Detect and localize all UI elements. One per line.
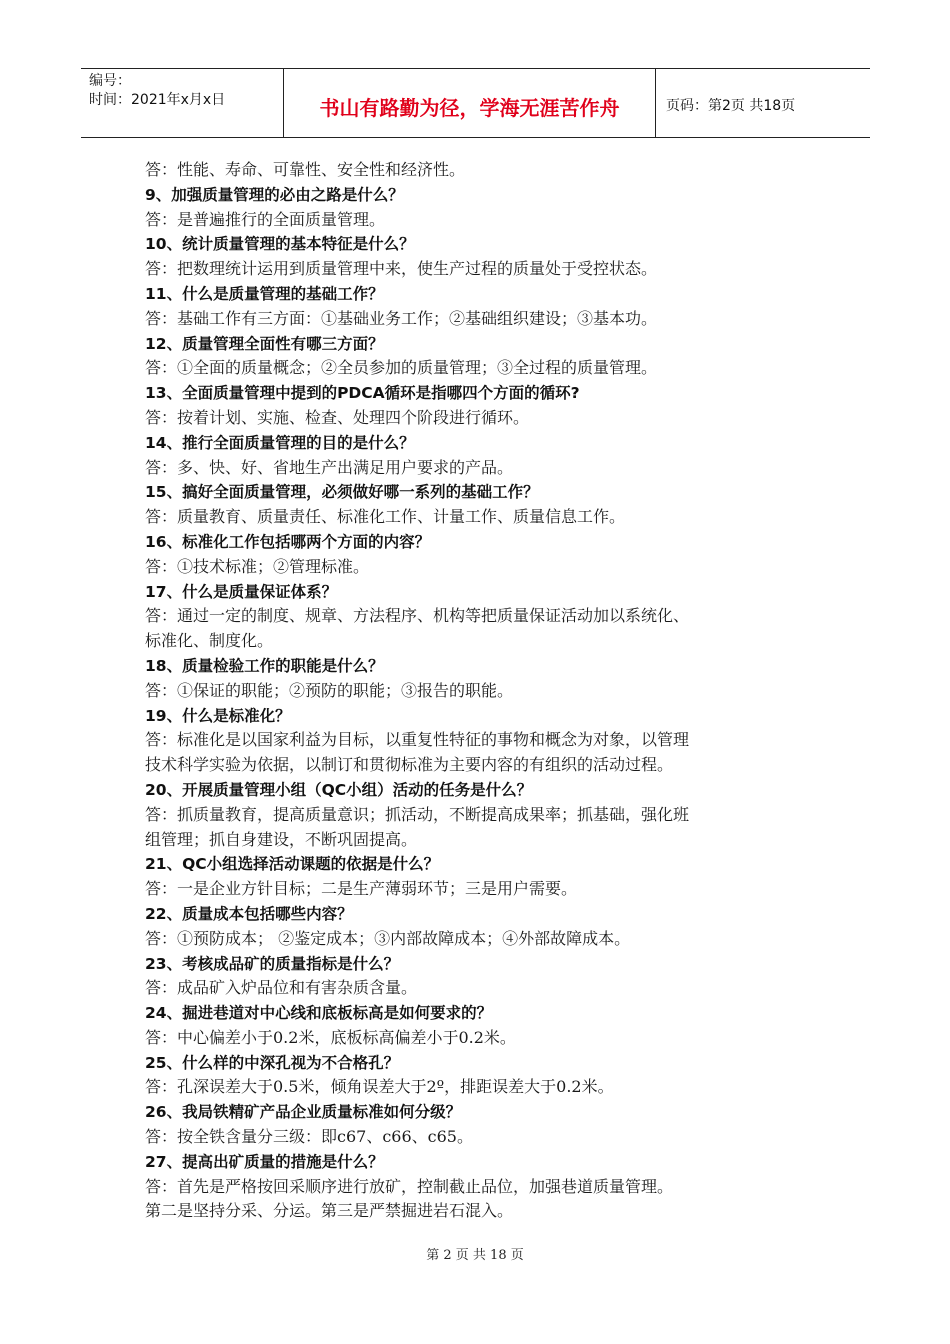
question-line: 27、提高出矿质量的措施是什么？ xyxy=(145,1152,384,1171)
question-line: 22、质量成本包括哪些内容？ xyxy=(145,904,353,923)
answer-line: 答：质量教育、质量责任、标准化工作、计量工作、质量信息工作。 xyxy=(145,507,626,527)
answer-line: 答：孔深误差大于0.5米，倾角误差大于2º，排距误差大于0.2米。 xyxy=(145,1077,614,1097)
question-line: 16、标准化工作包括哪两个方面的内容？ xyxy=(145,532,431,551)
header-motto: 书山有路勤为径，学海无涯苦作舟 xyxy=(284,69,656,137)
answer-line: 答：通过一定的制度、规章、方法程序、机构等把质量保证活动加以系统化、 xyxy=(145,606,690,626)
answer-line: 第二是坚持分采、分运。第三是严禁掘进岩石混入。 xyxy=(145,1201,514,1221)
answer-line: 答：基础工作有三方面：①基础业务工作；②基础组织建设；③基本功。 xyxy=(145,308,658,328)
question-line: 15、搞好全面质量管理，必须做好哪一系列的基础工作？ xyxy=(145,483,539,502)
document-number-label: 编号： xyxy=(89,73,131,89)
answer-line: 答：是普遍推行的全面质量管理。 xyxy=(145,209,386,229)
question-line: 26、我局铁精矿产品企业质量标准如何分级？ xyxy=(145,1103,462,1122)
answer-line: 答：成品矿入炉品位和有害杂质含量。 xyxy=(145,978,418,998)
question-line: 13、全面质量管理中提到的PDCA循环是指哪四个方面的循环? xyxy=(145,384,580,403)
question-line: 24、掘进巷道对中心线和底板标高是如何要求的？ xyxy=(145,1004,493,1023)
page-footer: 第 2 页 共 18 页 xyxy=(426,1248,524,1263)
document-time-label: 时间：2021年x月x日 xyxy=(89,92,226,108)
answer-line: 答：把数理统计运用到质量管理中来，使生产过程的质量处于受控状态。 xyxy=(145,259,658,279)
question-line: 9、加强质量管理的必由之路是什么？ xyxy=(145,185,404,204)
question-line: 17、什么是质量保证体系？ xyxy=(145,582,338,601)
answer-line: 技术科学实验为依据，以制订和贯彻标准为主要内容的有组织的活动过程。 xyxy=(145,755,674,775)
question-line: 19、什么是标准化？ xyxy=(145,706,291,725)
answer-line: 答：按着计划、实施、检查、处理四个阶段进行循环。 xyxy=(145,407,530,427)
question-line: 21、QC小组选择活动课题的依据是什么？ xyxy=(145,855,440,874)
question-line: 23、考核成品矿的质量指标是什么？ xyxy=(145,954,400,973)
answer-line: 答：①保证的职能；②预防的职能；③报告的职能。 xyxy=(145,680,514,700)
answer-line: 标准化、制度化。 xyxy=(145,631,274,651)
header-meta xyxy=(81,69,284,137)
answer-line: 答：性能、寿命、可靠性、安全性和经济性。 xyxy=(145,160,466,179)
answer-line: 答：抓质量教育，提高质量意识；抓活动，不断提高成果率；抓基础，强化班 xyxy=(145,804,690,824)
question-line: 18、质量检验工作的职能是什么？ xyxy=(145,656,384,675)
question-line: 25、什么样的中深孔视为不合格孔？ xyxy=(145,1053,400,1072)
answer-line: 答：①预防成本； ②鉴定成本；③内部故障成本；④外部故障成本。 xyxy=(145,928,631,948)
page-header xyxy=(81,68,870,138)
answer-line: 答：多、快、好、省地生产出满足用户要求的产品。 xyxy=(145,457,514,477)
answer-line: 组管理；抓自身建设，不断巩固提高。 xyxy=(145,829,418,849)
question-line: 11、什么是质量管理的基础工作？ xyxy=(145,284,384,303)
answer-line: 答：按全铁含量分三级：即c67、c66、c65。 xyxy=(145,1127,473,1147)
question-line: 10、统计质量管理的基本特征是什么？ xyxy=(145,235,415,254)
answer-line: 答：一是企业方针目标；二是生产薄弱环节；三是用户需要。 xyxy=(145,879,578,899)
header-page-info: 页码：第2页 共18页 xyxy=(666,98,796,114)
answer-line: 答：①技术标准；②管理标准。 xyxy=(145,556,370,576)
answer-line: 答：①全面的质量概念；②全员参加的质量管理；③全过程的质量管理。 xyxy=(145,358,658,378)
answer-line: 答：中心偏差小于0.2米，底板标高偏差小于0.2米。 xyxy=(145,1027,516,1047)
question-line: 20、开展质量管理小组（QC小组）活动的任务是什么？ xyxy=(145,780,533,799)
answer-line: 答：标准化是以国家利益为目标，以重复性特征的事物和概念为对象，以管理 xyxy=(145,730,690,750)
question-line: 12、质量管理全面性有哪三方面？ xyxy=(145,334,384,353)
question-line: 14、推行全面质量管理的目的是什么？ xyxy=(145,433,415,452)
qa-content xyxy=(145,158,815,1224)
answer-line: 答：首先是严格按回采顺序进行放矿，控制截止品位，加强巷道质量管理。 xyxy=(145,1176,674,1196)
